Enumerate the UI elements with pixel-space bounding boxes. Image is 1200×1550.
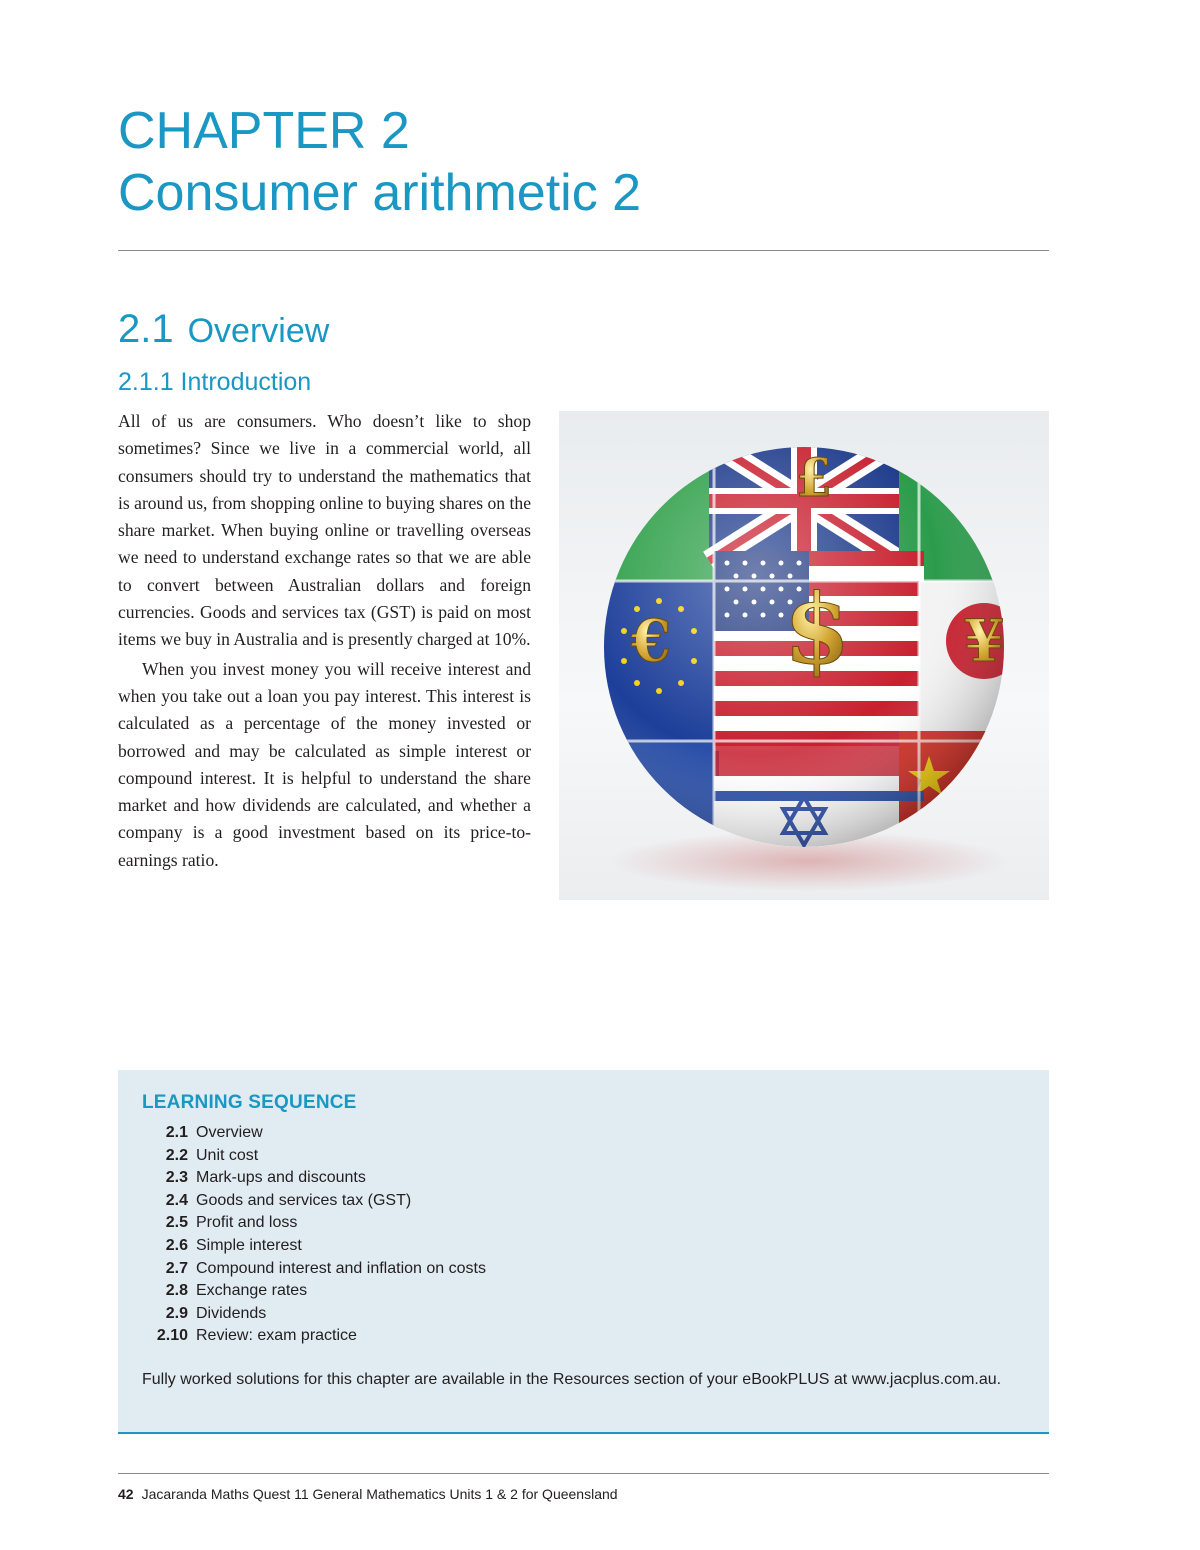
sequence-label: Overview: [196, 1124, 263, 1141]
chapter-label: CHAPTER 2: [118, 102, 410, 160]
page-footer: [118, 1485, 618, 1503]
sequence-number: 2.8: [165, 1282, 188, 1300]
sequence-number: 2.3: [165, 1169, 188, 1187]
chapter-title: [118, 100, 641, 224]
sequence-number: 2.2: [165, 1146, 188, 1164]
learning-sequence-item: [144, 1167, 486, 1190]
intro-text: [118, 408, 531, 876]
learning-sequence-box: [118, 1070, 1049, 1434]
sequence-number: 2.5: [165, 1214, 188, 1232]
sequence-label: Compound interest and inflation on costs: [196, 1259, 486, 1277]
section-number: 2.1: [118, 307, 174, 351]
learning-sequence-item: [144, 1212, 486, 1235]
sequence-number: 2.10: [156, 1327, 188, 1345]
sequence-label: Unit cost: [196, 1146, 259, 1164]
sequence-label: Goods and services tax (GST): [196, 1191, 412, 1209]
section-name: Overview: [187, 312, 330, 350]
learning-sequence-list: [144, 1122, 486, 1348]
page-number: 42: [118, 1486, 134, 1502]
learning-sequence-item: [144, 1145, 486, 1168]
learning-sequence-item: [144, 1258, 486, 1281]
sequence-label: Profit and loss: [196, 1214, 298, 1232]
chapter-name: Consumer arithmetic 2: [118, 164, 642, 222]
learning-sequence-item: [144, 1190, 486, 1213]
footer-divider: [118, 1473, 1049, 1474]
dollar-symbol: $: [783, 573, 851, 686]
currency-globe-image: [559, 411, 1049, 900]
sequence-label: Exchange rates: [196, 1282, 308, 1300]
learning-sequence-heading: LEARNING SEQUENCE: [142, 1092, 357, 1113]
sequence-number: 2.4: [165, 1191, 188, 1209]
yen-symbol: ¥: [963, 607, 1005, 675]
sequence-label: Mark-ups and discounts: [196, 1169, 366, 1187]
book-title: Jacaranda Maths Quest 11 General Mathematics Units 1 & 2 for Queensland: [141, 1486, 618, 1502]
learning-sequence-item: [144, 1303, 486, 1326]
solutions-note: Fully worked solutions for this chapter are available in the Resources section of your eBookPLUS at www.jacplus.com.au.: [142, 1371, 1002, 1388]
sequence-number: 2.1: [165, 1124, 188, 1141]
section-title: [118, 304, 329, 356]
top-divider: [118, 250, 1049, 251]
pound-symbol: £: [795, 448, 833, 509]
learning-sequence-item: [144, 1280, 486, 1303]
learning-sequence-item: [144, 1325, 486, 1348]
intro-paragraph-2: When you invest money you will receive interest and when you take out a loan you pay interest. This interest is calculated as a percentage of the money invested or borrowed and may be calculated as simple interest or compound interest. It is helpful to understand the share market and how dividends are calculated, and whether a company is a good investment based on its price-to-earnings ratio.: [118, 658, 531, 870]
learning-sequence-item: [144, 1235, 486, 1258]
sequence-label: Simple interest: [196, 1236, 302, 1254]
globe-illustration: [559, 411, 1049, 900]
learning-sequence-item: [144, 1122, 486, 1145]
euro-symbol: €: [630, 607, 672, 675]
sequence-number: 2.9: [165, 1304, 188, 1322]
sequence-label: Dividends: [196, 1304, 267, 1322]
subsection-title: 2.1.1 Introduction: [118, 368, 312, 396]
intro-paragraph-1: All of us are consumers. Who doesn’t like to shop sometimes? Since we live in a commercial world, all consumers should try to understand the mathematics that is around us, from shopping online to buying shares on the share market. When buying online or travelling overseas we need to understand exchange rates so that we are able to convert between Australian dollars and foreign currencies. Goods and services tax (GST) is paid on most items we buy in Australia and is presently charged at 10%.: [118, 411, 531, 650]
sequence-number: 2.6: [165, 1236, 188, 1254]
sequence-label: Review: exam practice: [196, 1327, 357, 1345]
sequence-number: 2.7: [165, 1259, 188, 1277]
